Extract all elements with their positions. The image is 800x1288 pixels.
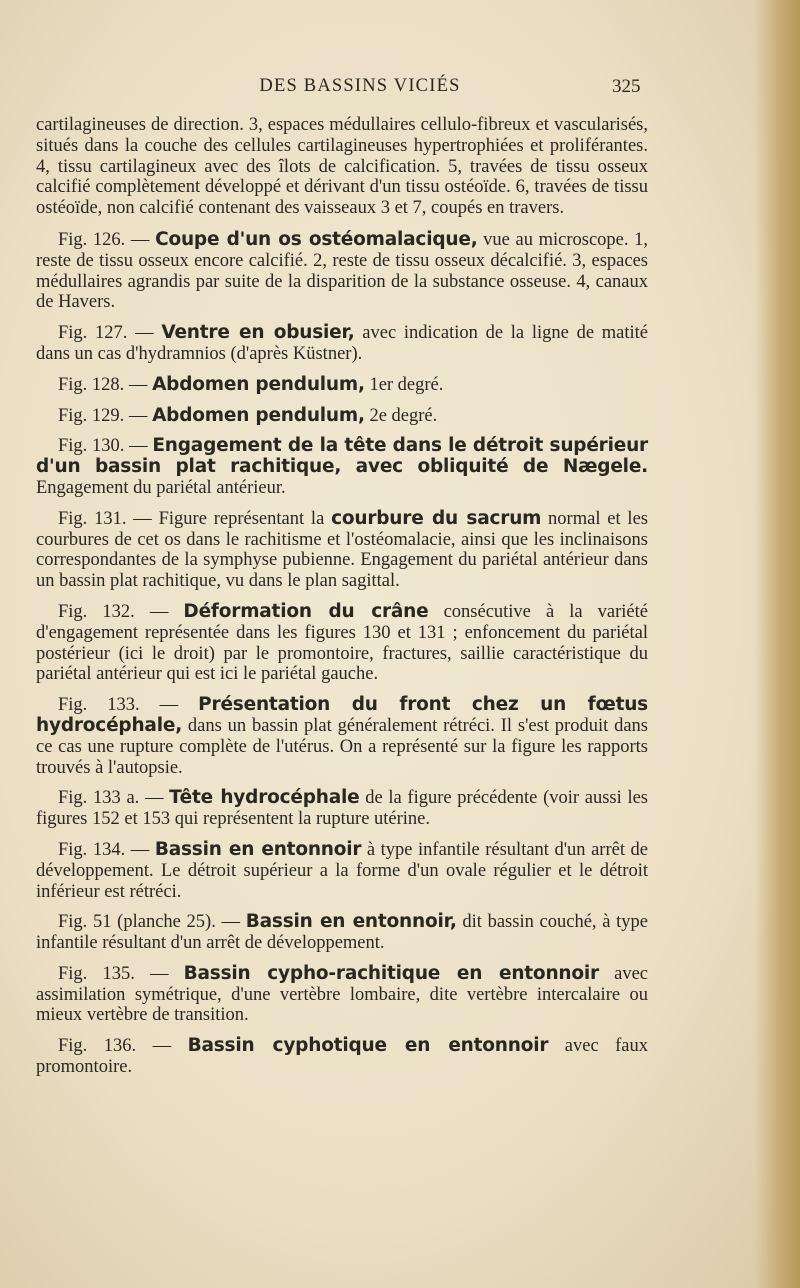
- caption-lead: Fig. 51 (planche 25). —: [58, 912, 246, 933]
- caption-text: de la figure précédente (voir aussi les figures 152 et 153 qui représentent la rupture utérine.: [36, 788, 648, 830]
- caption-text: consécutive à la variété d'engagement représentée dans les figures 130 et 131 ; enfoncement du pariétal postérieur (ici le droit) par le promontoire, fractures, saillie caractéristique du pariétal antérieur qui est ici le pariétal gauche.: [36, 601, 648, 685]
- caption-text: 2e degré.: [364, 405, 438, 426]
- figure-caption-136: [36, 1036, 648, 1078]
- caption-lead: Fig. 128. —: [58, 374, 153, 395]
- caption-title: Abdomen pendulum,: [152, 373, 365, 395]
- caption-text: Engagement du pariétal antérieur.: [36, 477, 286, 498]
- caption-title: Déformation du crâne: [183, 600, 429, 622]
- figure-caption-135: [36, 964, 648, 1026]
- figure-caption-128: [36, 375, 648, 396]
- running-title: DES BASSINS VICIÉS: [259, 76, 461, 96]
- continued-paragraph: [36, 115, 648, 219]
- page-number: 325: [612, 76, 641, 97]
- caption-text: à type infantile résultant d'un arrêt de développement. Le détroit supérieur a la forme d'un ovale régulier et le détroit inférieur est rétréci.: [36, 839, 648, 902]
- figure-caption-127: [36, 323, 648, 365]
- caption-title: Bassin cypho-rachitique en entonnoir: [183, 962, 599, 984]
- figure-caption-132: [36, 602, 648, 685]
- caption-text: dans un bassin plat généralement rétréci. Il s'est produit dans ce cas une rupture complète de l'utérus. On a représenté sur la figure les rapports trouvés à l'autopsie.: [36, 715, 648, 778]
- caption-lead: Fig. 135. —: [58, 963, 184, 984]
- caption-text: normal et les courbures de cet os dans le rachitisme et l'ostéomalacie, ainsi que les inclinaisons correspondantes de la symphyse pubienne. Engagement du pariétal antérieur dans un bassin plat rachitique, vu dans le plan sagittal.: [36, 508, 648, 592]
- caption-text: vue au microscope. 1, reste de tissu osseux encore calcifié. 2, reste de tissu osseux décalcifié. 3, espaces médullaires agrandis par suite de la disparition de la substance osseuse. 4, canaux de Havers.: [36, 229, 648, 313]
- figure-caption-131: [36, 509, 648, 592]
- caption-lead: Fig. 131. — Figure représentant la: [58, 508, 332, 529]
- caption-title: Abdomen pendulum,: [152, 404, 365, 426]
- caption-title: Tête hydrocéphale: [169, 787, 360, 809]
- caption-lead: Fig. 127. —: [58, 323, 162, 344]
- caption-lead: Fig. 132. —: [58, 601, 184, 622]
- caption-title: Coupe d'un os ostéomalacique,: [155, 228, 478, 250]
- caption-text: avec indication de la ligne de matité dans un cas d'hydramnios (d'après Küstner).: [36, 323, 648, 364]
- caption-text: avec faux promontoire.: [36, 1036, 648, 1078]
- caption-text: avec assimilation symétrique, d'une vertèbre lombaire, dite vertèbre intercalaire ou mieux vertèbre de transition.: [36, 963, 648, 1026]
- caption-title: Bassin en entonnoir: [154, 838, 362, 860]
- caption-title: Présentation du front chez un fœtus hydrocéphale,: [36, 694, 648, 736]
- figure-caption-126: [36, 230, 648, 313]
- page-body: [36, 115, 648, 1088]
- figure-caption-129: [36, 406, 648, 427]
- caption-lead: Fig. 133. —: [58, 695, 199, 716]
- figure-caption-133: [36, 695, 648, 778]
- caption-lead: Fig. 134. —: [58, 839, 155, 860]
- caption-title: Bassin en entonnoir,: [245, 911, 457, 933]
- caption-title: Engagement de la tête dans le détroit supérieur d'un bassin plat rachitique, avec obliquité de Nægele.: [36, 435, 648, 478]
- figure-caption-51: [36, 912, 648, 954]
- caption-lead: Fig. 133 a. —: [58, 788, 170, 809]
- caption-lead: Fig. 126. —: [58, 229, 156, 250]
- caption-title: Ventre en obusier,: [161, 322, 355, 344]
- page-header: [0, 74, 800, 102]
- caption-title: courbure du sacrum: [331, 507, 542, 529]
- caption-lead: Fig. 136. —: [58, 1036, 188, 1057]
- paragraph-text: cartilagineuses de direction. 3, espaces médullaires cellulo-fibreux et vascularisés, situés dans la couche des cellules cartilagineuses hypertrophiées et proliférantes. 4, tissu cartilagineux avec des îlots de calcification. 5, travées de tissu osseux calcifié complètement développé et dérivant d'un tissu ostéoïde. 6, travées de tissu ostéoïde, non calcifié contenant des vaisseaux 3 et 7, coupés en travers.: [36, 115, 648, 219]
- figure-caption-134: [36, 840, 648, 902]
- figure-caption-130: [36, 436, 648, 498]
- caption-title: Bassin cyphotique en entonnoir: [187, 1035, 549, 1057]
- caption-lead: Fig. 129. —: [58, 405, 153, 426]
- caption-text: 1er degré.: [364, 374, 444, 395]
- figure-caption-133a: [36, 788, 648, 830]
- page-edge-shadow: [754, 0, 800, 1288]
- caption-lead: Fig. 130. —: [58, 436, 153, 457]
- caption-text: dit bassin couché, à type infantile résultant d'un arrêt de développement.: [36, 912, 648, 954]
